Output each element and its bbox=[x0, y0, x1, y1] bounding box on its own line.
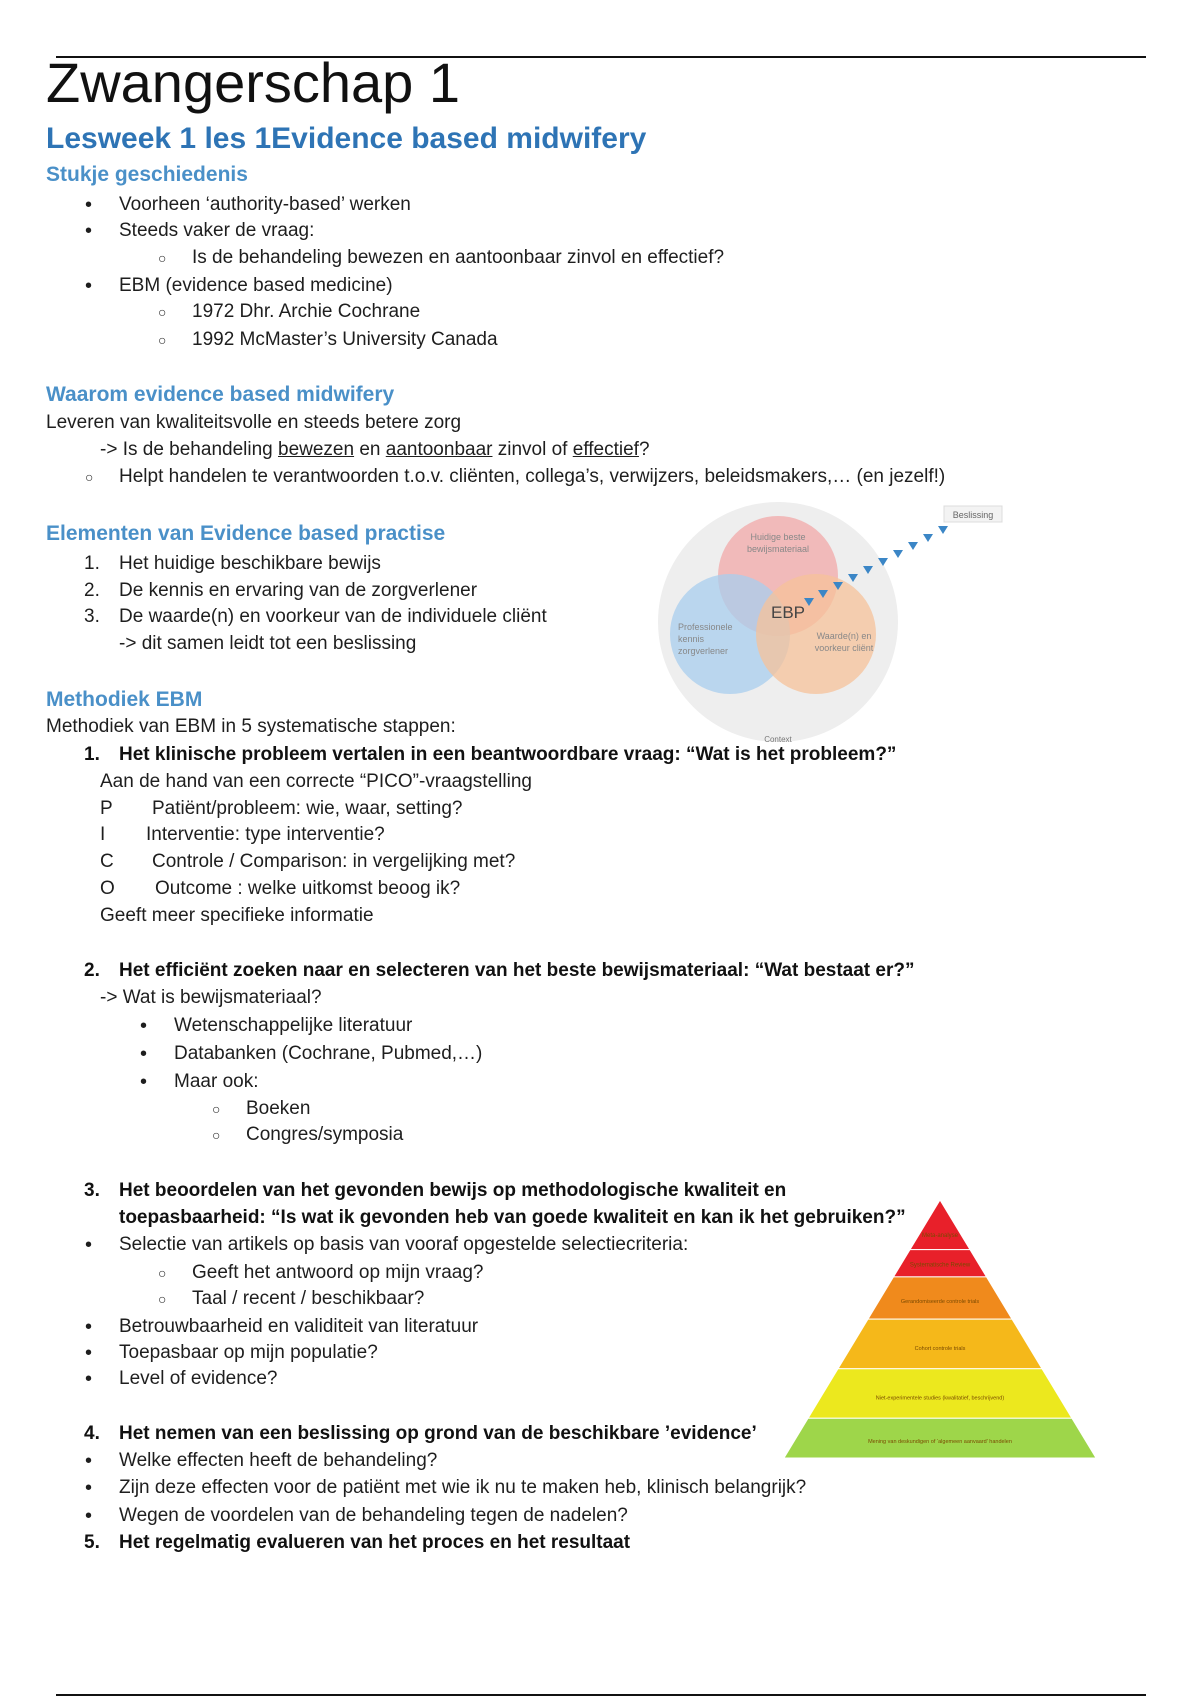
history-sub-3: ○ 1992 McMaster’s University Canada bbox=[192, 329, 498, 351]
step-3-sub-2: ○ Taal / recent / beschikbaar? bbox=[192, 1288, 424, 1310]
pico-text-i: Interventie: type interventie? bbox=[146, 824, 385, 845]
evidence-pyramid bbox=[780, 1196, 1100, 1474]
step-2-bullet-3: • Maar ook: bbox=[174, 1071, 258, 1093]
elements-heading: Elementen van Evidence based practise bbox=[46, 522, 446, 545]
pico-text-o: Outcome : welke uitkomst beoog ik? bbox=[155, 878, 461, 899]
elements-item-1: Het huidige beschikbare bewijs bbox=[119, 553, 381, 574]
method-heading: Methodiek EBM bbox=[46, 688, 203, 711]
ebp-venn-diagram bbox=[638, 498, 1010, 746]
pico-text-p: Patiënt/probleem: wie, waar, setting? bbox=[152, 798, 463, 819]
pyramid-label-1: Meta-analyse bbox=[921, 1232, 959, 1239]
step-4-title: Het nemen van een beslissing op grond van de beschikbare ’evidence’ bbox=[119, 1423, 757, 1444]
why-question-prefix: -> Is de behandeling bbox=[100, 439, 278, 460]
decision-label: Beslissing bbox=[952, 510, 994, 520]
elements-num-2: 2. bbox=[84, 580, 100, 601]
evidence-label-2: bewijsmateriaal bbox=[746, 544, 810, 554]
pico-letter-o: O bbox=[100, 878, 115, 899]
step-1-title: Het klinische probleem vertalen in een beantwoordbare vraag: “Wat is het probleem?” bbox=[119, 744, 897, 765]
history-sub-1: ○ Is de behandeling bewezen en aantoonbaar zinvol en effectief? bbox=[192, 247, 724, 269]
elements-item-2: De kennis en ervaring van de zorgverlener bbox=[119, 580, 478, 601]
method-intro: Methodiek van EBM in 5 systematische stappen: bbox=[46, 716, 456, 737]
ebp-center-label: EBP bbox=[770, 603, 806, 622]
client-label-1: Waarde(n) en bbox=[816, 631, 872, 641]
why-sub: ○ Helpt handelen te verantwoorden t.o.v. cliënten, collega’s, verwijzers, beleidsmakers,… (en jezelf!) bbox=[119, 466, 945, 488]
step-3-bullet-4: • Level of evidence? bbox=[119, 1368, 277, 1390]
professional-label-2: kennis bbox=[678, 634, 705, 644]
elements-conclusion: -> dit samen leidt tot een beslissing bbox=[119, 633, 417, 654]
pyramid-label-6: Mening van deskundigen of ‘algemeen aanvaard’ handelen bbox=[868, 1438, 1012, 1445]
step-3-bullet-3: • Toepasbaar op mijn populatie? bbox=[119, 1342, 378, 1364]
step-2-sub-1: ○ Boeken bbox=[246, 1098, 310, 1120]
pyramid-level-1 bbox=[910, 1200, 970, 1250]
history-sub-2: ○ 1972 Dhr. Archie Cochrane bbox=[192, 301, 420, 323]
pyramid-label-5: Niet-experimentele studies (kwalitatief, beschrijvend) bbox=[875, 1395, 1005, 1402]
step-3-title-line-1: Het beoordelen van het gevonden bewijs op methodologische kwaliteit en bbox=[119, 1180, 787, 1201]
pyramid-level-5 bbox=[808, 1369, 1072, 1419]
step-1-num: 1. bbox=[84, 744, 100, 765]
professional-label-1: Professionele bbox=[678, 622, 733, 632]
pico-letter-i: I bbox=[100, 824, 106, 845]
pico-letter-p: P bbox=[100, 798, 113, 819]
why-word-effectief: effectief bbox=[572, 439, 639, 460]
pyramid-level-4 bbox=[838, 1319, 1042, 1369]
step-5-title: Het regelmatig evalueren van het proces en het resultaat bbox=[119, 1532, 631, 1553]
why-question-end: ? bbox=[638, 439, 650, 460]
pico-letter-c: C bbox=[100, 851, 114, 872]
elements-num-3: 3. bbox=[84, 606, 100, 627]
step-1-end: Geeft meer specifieke informatie bbox=[100, 905, 374, 926]
step-5-num: 5. bbox=[84, 1532, 100, 1553]
step-3-num: 3. bbox=[84, 1180, 100, 1201]
step-3-title-line-2: toepasbaarheid: “Is wat ik gevonden heb van goede kwaliteit en kan ik het gebruiken?” bbox=[119, 1207, 906, 1228]
step-4-bullet-2: • Zijn deze effecten voor de patiënt met wie ik nu te maken heb, klinisch belangrijk? bbox=[119, 1477, 806, 1499]
step-3-sub-1: ○ Geeft het antwoord op mijn vraag? bbox=[192, 1262, 484, 1284]
pyramid-label-4: Cohort controle trials bbox=[914, 1345, 966, 1352]
step-2-title: Het efficiënt zoeken naar en selecteren van het beste bewijsmateriaal: “Wat bestaat er?” bbox=[119, 960, 915, 981]
lesson-heading: Lesweek 1 les 1Evidence based midwifery bbox=[46, 122, 647, 155]
step-2-num: 2. bbox=[84, 960, 100, 981]
history-bullet-2: • Steeds vaker de vraag: bbox=[119, 220, 314, 242]
pyramid-level-3 bbox=[868, 1277, 1012, 1319]
step-1-note: Aan de hand van een correcte “PICO”-vraagstelling bbox=[100, 771, 532, 792]
step-2-sub-2: ○ Congres/symposia bbox=[246, 1124, 403, 1146]
step-4-bullet-1: • Welke effecten heeft de behandeling? bbox=[119, 1450, 437, 1472]
professional-label-3: zorgverlener bbox=[678, 646, 729, 656]
elements-item-3: De waarde(n) en voorkeur van de individuele cliënt bbox=[119, 606, 547, 627]
elements-num-1: 1. bbox=[84, 553, 100, 574]
why-question-en: en bbox=[354, 439, 386, 460]
context-label: Context bbox=[764, 735, 792, 744]
pico-text-c: Controle / Comparison: in vergelijking met? bbox=[152, 851, 516, 872]
page-title: Zwangerschap 1 bbox=[46, 51, 461, 114]
step-4-bullet-3: • Wegen de voordelen van de behandeling tegen de nadelen? bbox=[119, 1505, 628, 1527]
why-word-aantoonbaar: aantoonbaar bbox=[385, 439, 493, 460]
why-question-mid: zinvol of bbox=[492, 439, 573, 460]
history-heading: Stukje geschiedenis bbox=[46, 163, 248, 186]
step-2-bullet-1: • Wetenschappelijke literatuur bbox=[174, 1015, 412, 1037]
pyramid-label-3: Gerandomiseerde controle trials bbox=[900, 1299, 980, 1306]
why-word-bewezen: bewezen bbox=[278, 439, 355, 460]
why-heading: Waarom evidence based midwifery bbox=[46, 383, 395, 406]
step-2-question: -> Wat is bewijsmateriaal? bbox=[100, 987, 322, 1008]
history-bullet-3: • EBM (evidence based medicine) bbox=[119, 275, 393, 297]
step-2-bullet-2: • Databanken (Cochrane, Pubmed,…) bbox=[174, 1043, 482, 1065]
why-intro: Leveren van kwaliteitsvolle en steeds betere zorg bbox=[46, 412, 462, 433]
step-3-bullet-1: • Selectie van artikels op basis van vooraf opgestelde selectiecriteria: bbox=[119, 1234, 688, 1256]
pyramid-label-2: Systematische Review bbox=[909, 1262, 971, 1269]
why-question bbox=[100, 439, 650, 461]
evidence-label-1: Huidige beste bbox=[750, 532, 806, 542]
footer-rule bbox=[56, 1694, 1146, 1696]
client-label-2: voorkeur cliënt bbox=[814, 643, 874, 653]
history-bullet-1: • Voorheen ‘authority-based’ werken bbox=[119, 194, 411, 216]
step-4-num: 4. bbox=[84, 1423, 100, 1444]
step-3-bullet-2: • Betrouwbaarheid en validiteit van literatuur bbox=[119, 1316, 478, 1338]
